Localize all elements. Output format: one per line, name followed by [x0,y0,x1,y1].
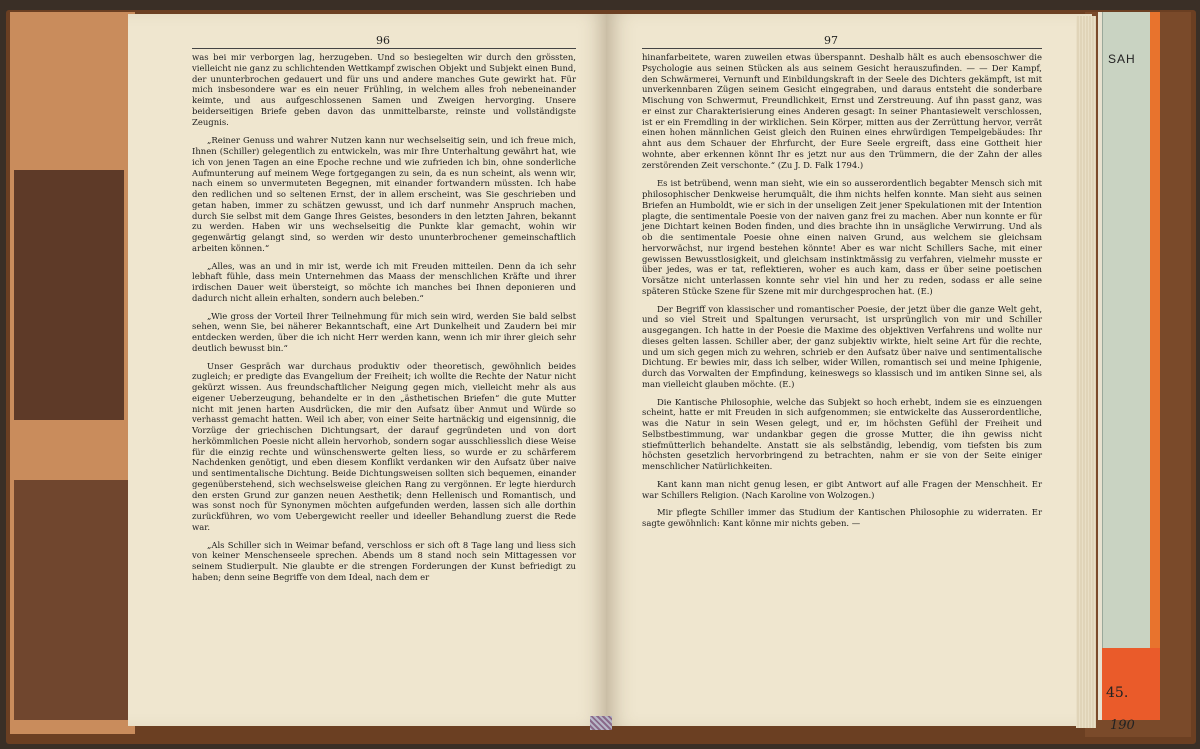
inserted-orange-strip [1150,12,1160,652]
right-page-text [642,52,1042,536]
inserted-red-card [1102,648,1160,720]
header-rule [192,48,576,49]
paragraph: „Reiner Genuss und wahrer Nutzen kann nur wechselseitig sein, und ich freue mich, Ihnen (Schiller) gelegentlich zu entwickeln, was mir Ihre Unterhaltung gewährt hat, wie ich von jenen Tagen an eine Epoche rechne und wie zufrieden ich bin, ohne sonderliche Aufmunterung auf meinem Wege fortgegangen zu sein, da es nun scheint, als wenn wir, nach einem so unvermuteten Begegnen, mit einander fortwandern müssten. Ich habe den redlichen und so seltenen Ernst, der in allem erscheint, was Sie geschrieben und getan haben, immer zu schätzen gewusst, und ich darf nunmehr Anspruch machen, durch Sie selbst mit dem Gange Ihres Geistes, besonders in den letzten Jahren, bekannt zu werden. Haben wir uns wechselseitig die Punkte klar gemacht, wohin wir gegenwärtig gelangt sind, so werden wir desto ununterbrochener gemeinschaftlich arbeiten können.“ [192,135,576,253]
cover-wear-patch [14,170,124,420]
paragraph: „Alles, was an und in mir ist, werde ich mit Freuden mitteilen. Denn da ich sehr lebhaft fühle, dass mein Unternehmen das Maass der menschlichen Kräfte und ihrer irdischen Dauer weit übersteigt, so möchte ich manches bei Ihnen deponieren und dadurch nicht allein erhalten, sondern auch beleben.“ [192,260,576,303]
left-page [128,14,608,726]
inserted-card [1102,12,1151,712]
paragraph: Kant kann man nicht genug lesen, er gibt Antwort auf alle Fragen der Menschheit. Er war Schillers Religion. (Nach Karoline von Wolzogen.) [642,478,1042,500]
paragraph: hinanfarbeitete, waren zuweilen etwas überspannt. Deshalb hält es auch ebensoschwer die Psychologie aus seinen Stücken als aus seinem Gesicht herauszufinden. — — Der Kampf, den Schwärmerei, Vernunft und Einbildungskraft in der Seele des Dichters gekämpft, ist mit unverkennbaren Zügen seinem Gesicht eingegraben, und daraus entsteht die sonderbare Mischung von Schwermut, Freundlichkeit, Ernst und Zerstreuung. Auf ihn passt ganz, was er einst zur Charakterisierung eines Anderen gesagt: In seiner Phantasiewelt verschlossen, ist er ein Fremdling in der wirklichen. Sein Körper, mitten aus der Zerrüttung hervor, verrät einen hohen männlichen Geist gleich den Ruinen eines ehrwürdigen Tempelgebäudes: Ihr ahnt aus dem Schauer der Ehrfurcht, der Eure Seele ergreift, dass eine Gottheit hier wohnte, aber erkennen könnt Ihr es jetzt nur aus den Trümmern, die der Zahn der alles zerstörenden Zeit verschonte.“ (Zu J. D. Falk 1794.) [642,52,1042,170]
left-page-text [192,52,576,590]
paragraph: Mir pflegte Schiller immer das Studium der Kantischen Philosophie zu widerraten. Er sagte gewöhnlich: Kant könne mir nichts geben. — [642,507,1042,528]
page-number-left: 96 [376,34,390,47]
paragraph: Unser Gespräch war durchaus produktiv oder theoretisch, gewöhnlich beides zugleich; er predigte das Evangelium der Freiheit; ich wollte die Rechte der Natur nicht gekürzt wissen. Aus freundschaftlicher Neigung gegen mich, vielleicht mehr als aus eigener Ueberzeugung, behandelte er in den „ästhetischen Briefen“ die gute Mutter nicht mit jenen harten Ausdrücken, die mir den Aufsatz über Anmut und Würde so verhasst gemacht hatten. Weil ich aber, von einer Seite hartnäckig und eigensinnig, die Vorzüge der griechischen Dichtungsart, der darauf gegründeten und von dort herkömmlichen Poesie nicht allein hervorhob, sondern sogar ausschliesslich diese Weise für die einzig rechte und wünschenswerte gelten liess, so wurde er zu schärferem Nachdenken genötigt, und eben diesem Konflikt verdanken wir den Aufsatz über naive und sentimentalische Dichtung. Beide Dichtungsweisen sollten sich bequemen, einander gegenüberstehend, sich wechselsweise gleichen Rang zu vergönnen. Er legte hierdurch den ersten Grund zur ganzen neuen Aesthetik; denn Hellenisch und Romantisch, und was sonst noch für Synonymen möchten aufgefunden werden, lassen sich alle dorthin zurückführen, wo vom Uebergewicht reeller und ideeller Behandlung zuerst die Rede war. [192,360,576,532]
right-page [606,14,1092,726]
insert-label: SAH [1108,52,1136,66]
page-number-right: 97 [824,34,838,47]
insert-year: 190 [1110,718,1135,733]
paragraph: „Als Schiller sich in Weimar befand, verschloss er sich oft 8 Tage lang und liess sich von keiner Menschenseele sprechen. Abends um 8 stand noch sein Mittagessen vor seinem Studierpult. Nie glaubte er die strengen Forderungen der Kunst befriedigt zu haben; denn seine Begriffe von dem Ideal, nach dem er [192,539,576,582]
header-rule [642,48,1042,49]
insert-handwriting: 45. [1106,685,1129,701]
paragraph: Der Begriff von klassischer und romantischer Poesie, der jetzt über die ganze Welt geht, und so viel Streit und Spaltungen verursacht, ist ursprünglich von mir und Schiller ausgegangen. Ich hatte in der Poesie die Maxime des objektiven Verfahrens und wollte nur dieses gelten lassen. Schiller aber, der ganz subjektiv wirkte, hielt seine Art für die rechte, und um sich gegen mich zu wehren, schrieb er den Aufsatz über naive und sentimentalische Dichtung. Er bewies mir, dass ich selber, wider Willen, romantisch sei und meine Iphigenie, durch das Vorwalten der Empfindung, keineswegs so klassisch und im antiken Sinne sei, als man vielleicht glauben möchte. (E.) [642,303,1042,389]
paragraph: was bei mir verborgen lag, herzugeben. Und so besiegelten wir durch den grössten, vielleicht nie ganz zu schlichtenden Wettkampf zwischen Objekt und Subjekt einen Bund, der ununterbrochen gedauert und für uns und andere manches Gute gewirkt hat. Für mich insbesondere war es ein neuer Frühling, in welchem alles froh nebeneinander keimte, und aus aufgeschlossenen Samen und Zweigen hervorging. Unsere beiderseitigen Briefe geben davon das unmittelbarste, reinste und vollständigste Zeugnis. [192,52,576,127]
page-block-edges [1076,16,1096,728]
paragraph: „Wie gross der Vorteil Ihrer Teilnehmung für mich sein wird, werden Sie bald selbst sehen, wenn Sie, bei näherer Bekanntschaft, eine Art Dunkelheit und Zaudern bei mir entdecken werden, über die ich nicht Herr werden kann, wenn ich mir ihrer gleich sehr deutlich bewusst bin.“ [192,310,576,353]
cover-wear-patch-lower [14,480,129,720]
paragraph: Es ist betrübend, wenn man sieht, wie ein so ausserordentlich begabter Mensch sich mit philosophischer Denkweise herumquält, die ihm nichts helfen konnte. Man sieht aus seinen Briefen an Humboldt, wie er sich in der unseligen Zeit jener Spekulationen mit der Intention plagte, die sentimentale Poesie von der naiven ganz frei zu machen. Aber nun konnte er für jene Dichtart keinen Boden finden, und dies brachte ihn in unsägliche Verwirrung. Und als ob die sentimentale Poesie ohne einen naiven Grund, aus welchem sie gleichsam hervorwächst, nur irgend bestehen könnte! Aber es war nicht Schillers Sache, mit einer gewissen Bewusstlosigkeit, und gleichsam instinktmässig zu verfahren, vielmehr musste er über jedes, was er tat, reflektieren, woher es auch kam, dass er über seine poetischen Vorsätze nicht unterlassen konnte sehr viel hin und her zu reden, sodass er alle seine späteren Stücke Szene für Szene mit mir durchgesprochen hat. (E.) [642,178,1042,296]
binding-thread [590,716,612,730]
paragraph: Die Kantische Philosophie, welche das Subjekt so hoch erhebt, indem sie es einzuengen scheint, hatte er mit Freuden in sich aufgenommen; sie entwickelte das Ausserordentliche, was die Natur in sein Wesen gelegt, und er, im höchsten Gefühl der Freiheit und Selbstbestimmung, war undankbar gegen die grosse Mutter, die ihn gewiss nicht stiefmütterlich behandelte. Anstatt sie als selbständig, lebendig, vom tiefsten bis zum höchsten gesetzlich hervorbringend zu betrachten, nahm er sie von der Seite einiger menschlicher Natürlichkeiten. [642,396,1042,471]
